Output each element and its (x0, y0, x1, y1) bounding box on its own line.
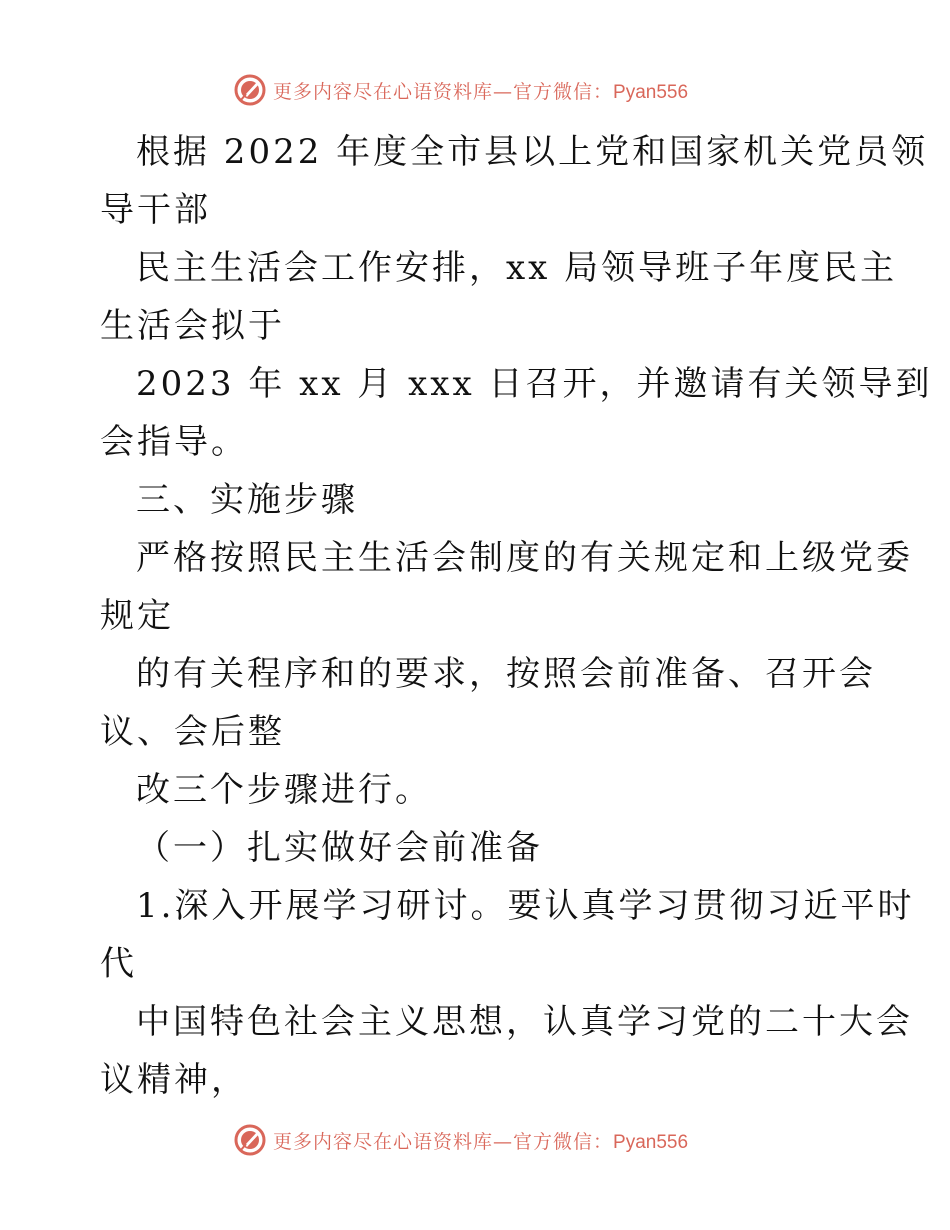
text-line: （一）扎实做好会前准备 (136, 828, 543, 868)
text-line: 规定 (100, 596, 174, 636)
text-line: 导干部 (100, 190, 211, 230)
text-line: 1.深入开展学习研讨。要认真学习贯彻习近平时 (136, 886, 915, 926)
wechat-id: Pyan556 (613, 1131, 689, 1153)
wechat-id: Pyan556 (613, 81, 689, 103)
quill-pen-circle-icon (233, 73, 267, 107)
text-line: 根据 2022 年度全市县以上党和国家机关党员领 (136, 132, 929, 172)
text-line: 民主生活会工作安排，xx 局领导班子年度民主 (136, 248, 898, 288)
document-body (100, 123, 933, 1109)
text-line: 代 (100, 944, 137, 984)
watermark-text: 更多内容尽在心语资料库—官方微信：Pyan556 (273, 1130, 689, 1153)
watermark-text: 更多内容尽在心语资料库—官方微信：Pyan556 (273, 80, 689, 103)
quill-pen-circle-icon (233, 1123, 267, 1157)
text-line: 严格按照民主生活会制度的有关规定和上级党委 (136, 538, 913, 578)
text-line: 三、实施步骤 (136, 480, 358, 520)
text-line: 议精神， (100, 1060, 248, 1100)
text-line: 2023 年 xx 月 xxx 日召开，并邀请有关领导到 (136, 364, 933, 404)
footer-watermark (233, 1122, 688, 1158)
text-line: 议、会后整 (100, 712, 285, 752)
text-line: 的有关程序和的要求，按照会前准备、召开会 (136, 654, 876, 694)
text-line: 会指导。 (100, 422, 248, 462)
text-line: 生活会拟于 (100, 306, 285, 346)
text-line: 改三个步骤进行。 (136, 770, 432, 810)
header-watermark (233, 72, 688, 108)
text-line: 中国特色社会主义思想，认真学习党的二十大会 (136, 1002, 913, 1042)
